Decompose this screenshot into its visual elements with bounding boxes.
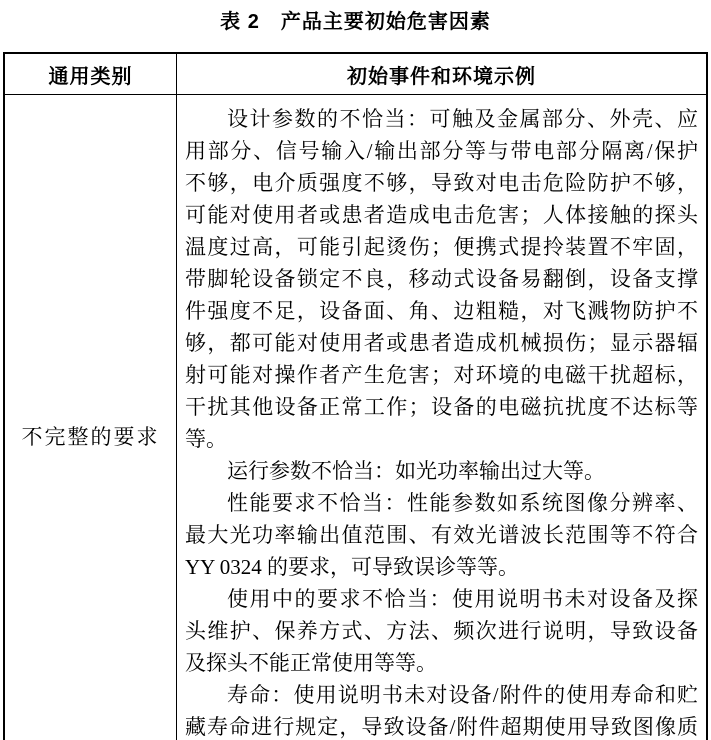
text-line: 够，都可能对使用者或患者造成机械损伤；显示器辐: [185, 331, 698, 355]
text-line: 及探头不能正常使用等等。: [185, 651, 437, 675]
text-line: 使用中的要求不恰当：使用说明书未对设备及探: [227, 587, 698, 611]
text-line: 性能要求不恰当：性能参数如系统图像分辨率、: [227, 491, 698, 515]
table-header-row: [5, 54, 706, 95]
page-title: 表 2 产品主要初始危害因素: [220, 11, 491, 33]
text-line: 射可能对操作者产生危害；对环境的电磁干扰超标，: [185, 363, 698, 387]
category-label: 不完整的要求: [21, 424, 160, 449]
example-cell: [177, 95, 706, 740]
text-line: 寿命：使用说明书未对设备/附件的使用寿命和贮: [227, 683, 698, 707]
hazard-factors-table: [3, 52, 708, 740]
header-cell-examples: 初始事件和环境示例: [347, 65, 536, 88]
text-line: 最大光功率输出值范围、有效光谱波长范围等不符合: [185, 523, 698, 547]
text-line: 温度过高，可能引起烫伤；便携式提拎装置不牢固，: [185, 235, 698, 259]
text-line: 件强度不足，设备面、角、边粗糙，对飞溅物防护不: [185, 299, 698, 323]
category-cell: [5, 95, 177, 740]
text-line: 藏寿命进行规定，导致设备/附件超期使用导致图像质: [185, 715, 698, 739]
text-line: 头维护、保养方式、方法、频次进行说明，导致设备: [185, 619, 698, 643]
header-cell-category: 通用类别: [5, 54, 177, 94]
text-line: 带脚轮设备锁定不良，移动式设备易翻倒，设备支撑: [185, 267, 698, 291]
text-line: 不够，电介质强度不够，导致对电击危险防护不够，: [185, 171, 698, 195]
text-line: 可能对使用者或患者造成电击危害；人体接触的探头: [185, 203, 698, 227]
text-line: 用部分、信号输入/输出部分等与带电部分隔离/保护: [185, 139, 698, 163]
text-line: 运行参数不恰当：如光功率输出过大等。: [227, 459, 605, 483]
text-line: 干扰其他设备正常工作；设备的电磁抗扰度不达标等: [185, 395, 698, 419]
text-line: 等。: [185, 427, 227, 451]
text-line: 设计参数的不恰当：可触及金属部分、外壳、应: [227, 107, 698, 131]
table-body-row: [5, 95, 706, 740]
text-line: YY 0324 的要求，可导致误诊等等。: [185, 555, 520, 579]
